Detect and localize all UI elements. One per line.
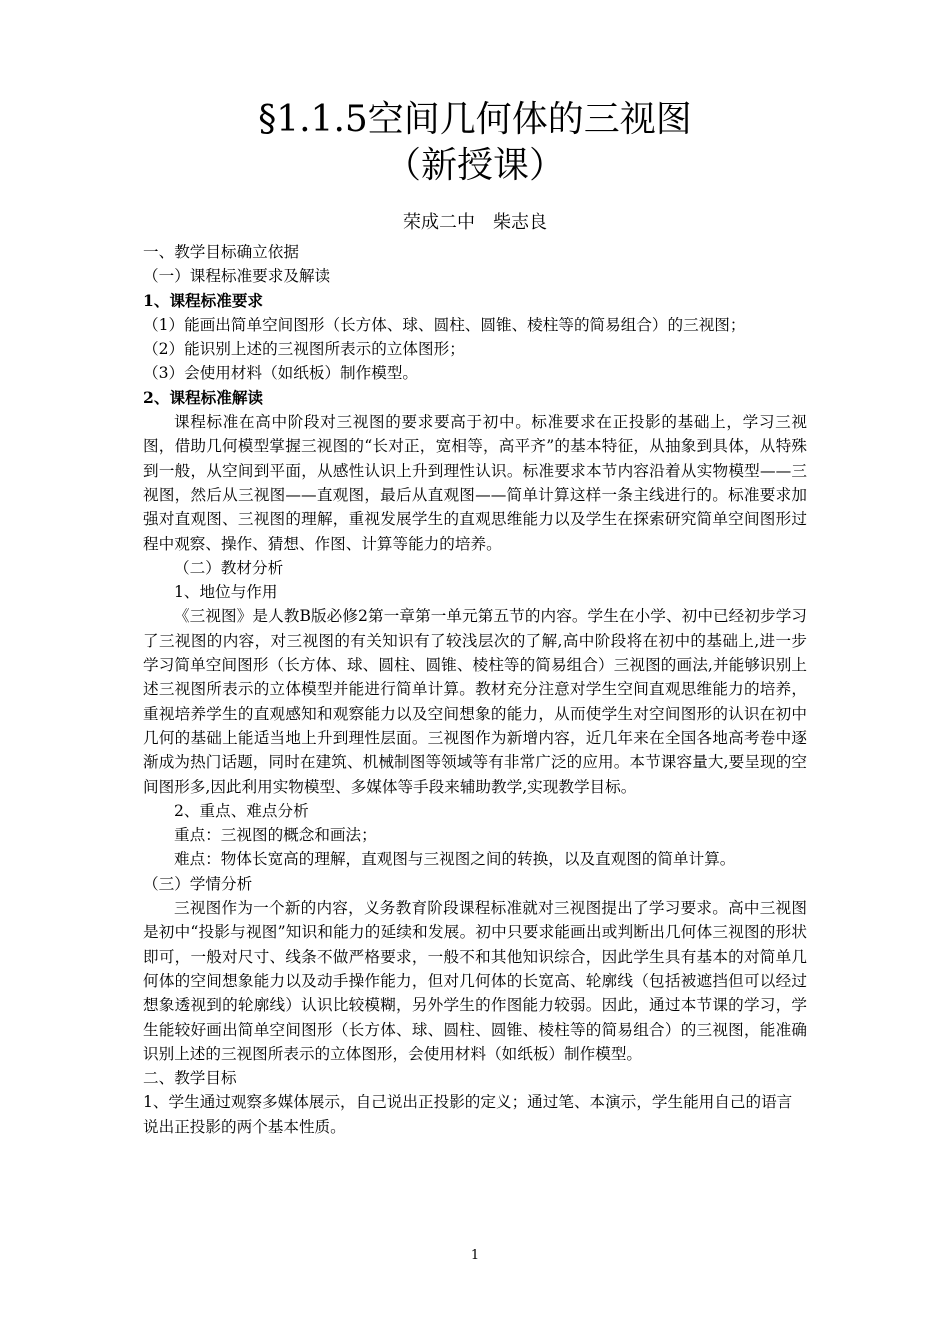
paragraph: （3）会使用材料（如纸板）制作模型。	[143, 364, 419, 383]
paragraph: 1、学生通过观察多媒体展示，自己说出正投影的定义；通过笔、本演示，学生能用自己的语言说出正投影的两个基本性质。	[143, 1093, 793, 1136]
paragraph: 难点：物体长宽高的理解，直观图与三视图之间的转换，以及直观图的简单计算。	[174, 850, 736, 869]
paragraph: （二）教材分析	[174, 558, 284, 577]
paragraph: 三视图作为一个新的内容，义务教育阶段课程标准就对三视图提出了学习要求。高中三视图是初中“投影与视图”知识和能力的延续和发展。初中只要求能画出或判断出几何体三视图的形状即可，一般对尺寸、线条不做严格要求，一般不和其他知识综合，因此学生具有基本的对简单几何体的空间想象能力以及动手操作能力，但对几何体的长宽高、轮廓线（包括被遮挡但可以经过想象透视到的轮廓线）认识比较模糊，另外学生的作图能力较弱。因此，通过本节课的学习，学生能较好画出简单空间图形（长方体、球、圆柱、圆锥、棱柱等的简易组合）的三视图，能准确识别上述的三视图所表示的立体图形，会使用材料（如纸板）制作模型。	[143, 899, 807, 1063]
paragraph: 1、课程标准要求	[143, 290, 264, 310]
page-title: §1.1.5空间几何体的三视图	[258, 99, 692, 140]
page-subtitle: （新授课）	[384, 145, 565, 186]
paragraph: 课程标准在高中阶段对三视图的要求要高于初中。标准要求在正投影的基础上，学习三视图，借助几何模型掌握三视图的“长对正，宽相等，高平齐”的基本特征，从抽象到具体，从特殊到一般，从空间到平面，从感性认识上升到理性认识。标准要求本节内容沿着从实物模型——三视图，然后从三视图——直观图，最后从直观图——简单计算这样一条主线进行的。标准要求加强对直观图、三视图的理解，重视发展学生的直观思维能力以及学生在探索研究简单空间图形过程中观察、操作、猜想、作图、计算等能力的培养。	[143, 413, 807, 553]
paragraph: 重点：三视图的概念和画法；	[174, 826, 377, 845]
paragraph: 《三视图》是人教B版必修2第一章第一单元第五节的内容。学生在小学、初中已经初步学习了三视图的内容，对三视图的有关知识有了较浅层次的了解,高中阶段将在初中的基础上,进一步学习简单空间图形（长方体、球、圆柱、圆锥、棱柱等的简易组合）三视图的画法,并能够识别上述三视图所表示的立体模型并能进行简单计算。教材充分注意对学生空间直观思维能力的培养，重视培养学生的直观感知和观察能力以及空间想象的能力，从而使学生对空间图形的认识在初中几何的基础上能适当地上升到理性层面。三视图作为新增内容，近几年来在全国各地高考卷中逐渐成为热门话题，同时在建筑、机械制图等领域等有非常广泛的应用。本节课容量大,要呈现的空间图形多,因此利用实物模型、多媒体等手段来辅助教学,实现教学目标。	[143, 607, 807, 796]
paragraph: 2、重点、难点分析	[174, 801, 309, 820]
paragraph: 2、课程标准解读	[143, 387, 264, 407]
paragraph: （2）能识别上述的三视图所表示的立体图形；	[143, 340, 465, 359]
paragraph: 一、教学目标确立依据	[143, 243, 299, 261]
paragraph: 1、地位与作用	[174, 583, 278, 602]
paragraph: （1）能画出简单空间图形（长方体、球、圆柱、圆锥、棱柱等的简易组合）的三视图；	[143, 315, 746, 334]
document-body	[143, 240, 807, 1139]
author-line: 荣成二中 柴志良	[403, 212, 547, 233]
paragraph: 二、教学目标	[143, 1069, 237, 1088]
paragraph: （三）学情分析	[143, 874, 253, 893]
paragraph: （一）课程标准要求及解读	[143, 267, 331, 286]
page-number: 1	[470, 1248, 480, 1263]
